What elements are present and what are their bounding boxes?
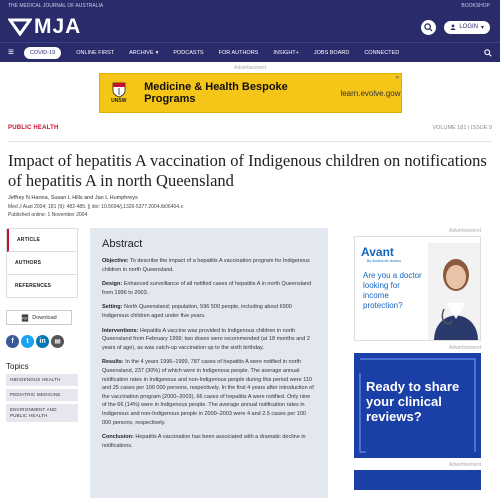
reviews-ad-text: Ready to share your clinical reviews? [366,379,460,424]
volume-issue: VOLUME 181 | ISSUE 9 [432,125,492,131]
nav-covid-19[interactable]: COVID-19 [24,47,61,59]
ad-url: learn.evolve.gow [340,88,401,98]
bottom-ad[interactable] [354,470,481,490]
reviews-ad[interactable] [354,353,481,458]
article-title: Impact of hepatitis A vaccination of Indigenous children on notifications of hepatitis A in north Queensland [8,151,487,190]
abstract-label: Results: [102,359,124,366]
abstract-paragraph [102,433,316,450]
login-label: LOGIN [459,24,478,30]
tab-references[interactable]: REFERENCES [15,283,52,289]
email-icon[interactable]: ✉ [51,335,64,348]
abstract-paragraph [102,303,316,320]
abstract-panel [90,228,328,498]
avant-ad[interactable] [354,236,481,341]
abstract-label: Conclusion: [102,434,134,441]
nav-search-icon[interactable] [484,44,492,62]
share-buttons [6,335,78,348]
crest-icon [112,82,126,98]
logo-text: MJA [34,15,82,38]
mja-logo[interactable] [8,15,81,39]
top-strip [0,0,500,12]
abstract-paragraph [102,257,316,274]
topic-tag[interactable]: INDIGENOUS HEALTH [6,374,78,386]
abstract-heading: Abstract [102,238,143,250]
topic-tag[interactable]: ENVIRONMENT AND PUBLIC HEALTH [6,404,78,422]
ad-label: Advertisement [449,228,481,234]
chevron-down-icon: ▾ [480,24,484,31]
abstract-text: In the 4 years 1996–1999, 787 cases of hepatitis A were notified in north Queensland, 237 (30%) of which were in Indigenous people. The average annual notification rates in Indigenous and non-Indigenous people during this period were 110 and 25 cases per 100 000 persons, respectively. In the first 4 years after introduction of the vaccination program (2000–2003), 66 cases of hepatitis A were notified. Only nine of the 66 (14%) were in Indigenous people. The average annual notification rates in Indigenous and non-Indigenous people in 2000–2003 were 4 and 2.5 cases per 100 000 persons, respectively. [102,359,314,426]
nav-jobs-board[interactable]: JOBS BOARD [313,49,350,56]
search-button[interactable] [421,20,436,35]
nav-insight[interactable]: INSIGHT+ [273,49,299,56]
topics-heading: Topics [6,362,29,371]
search-icon [424,23,433,32]
pdf-icon [21,314,29,322]
article-tabs [6,228,78,298]
top-ad-banner[interactable] [99,73,402,113]
section-label[interactable]: PUBLIC HEALTH [8,125,59,131]
right-ads [354,228,481,490]
linkedin-icon[interactable]: in [36,335,49,348]
facebook-icon[interactable]: f [6,335,19,348]
user-icon [450,24,456,30]
topic-tag[interactable]: PEDIATRIC MEDICINE [6,389,78,401]
login-button[interactable] [444,21,490,34]
ad-label: Advertisement [449,462,481,468]
nav-connected[interactable]: CONNECTED [364,49,400,56]
twitter-icon[interactable]: t [21,335,34,348]
ad-label: Advertisement [449,345,481,351]
abstract-label: Objective: [102,258,129,264]
avant-ad-text: Are you a doctor looking for income protection? [363,271,422,310]
abstract-label: Interventions: [102,327,139,334]
abstract-text: Hepatitis A vaccination has been associated with a dramatic decline in notifications. [102,434,306,449]
section-row [8,125,492,142]
abstract-paragraph [102,358,316,427]
ad-close-icon[interactable]: ✕ [395,75,400,81]
avant-tagline: By doctors for doctors [367,259,402,263]
chevron-down-icon: ▾ [155,49,159,56]
ad-title: Medicine & Health Bespoke Programs [144,81,288,105]
article-authors: Jeffrey N Hanna, Susan L Hills and Jan L Humphreys [8,195,138,201]
download-button[interactable] [6,310,72,325]
abstract-paragraph [102,280,316,297]
abstract-text: Hepatitis A vaccine was provided to Indigenous children in north Queensland from February 1999; two doses were recommended (at 18 months and 2 years of age), as was catch-up vaccination up to the sixth birthday. [102,327,310,351]
tab-article[interactable]: ARTICLE [7,229,77,252]
avant-logo: Avant [361,245,394,259]
menu-icon[interactable]: ≡ [8,47,14,58]
bookshop-link[interactable]: BOOKSHOP [461,3,490,9]
journal-full-name[interactable]: THE MEDICAL JOURNAL OF AUSTRALIA [8,3,104,9]
citation: Med J Aust 2004; 181 (9): 482-485. || doi: 10.5694/j.1326-5377.2004.tb06404.x [8,204,183,210]
nav-for-authors[interactable]: FOR AUTHORS [218,49,259,56]
published-date: Published online: 1 November 2004 [8,212,88,218]
nav-podcasts[interactable]: PODCASTS [173,49,204,56]
doctor-photo [428,243,480,341]
abstract-text: North Queensland; population, 596 500 people, including about 6900 Indigenous children aged under five years. [102,304,292,319]
brand-bar [0,12,500,42]
abstract-label: Design: [102,281,123,288]
abstract-paragraph [102,327,316,353]
download-label: Download [32,314,57,321]
tab-authors[interactable]: AUTHORS [7,252,77,275]
unsw-logo [106,76,133,110]
ad-label: Advertisement [234,65,266,71]
nav-archive-label: ARCHIVE [129,49,154,56]
mja-mark-icon [8,18,32,36]
abstract-label: Setting: [102,304,123,311]
unsw-text: UNSW [111,98,127,104]
nav-archive[interactable] [129,50,158,56]
svg-text:PDF: PDF [22,316,29,321]
abstract-text: To describe the impact of a hepatitis A vaccination program for Indigenous children in north Queensland. [102,258,310,273]
abstract-text: Enhanced surveillance of all notified cases of hepatitis A in north Queensland from 1996 to 2003. [102,281,312,296]
left-sidebar [6,228,78,422]
nav-online-first[interactable]: ONLINE FIRST [76,49,115,56]
main-nav [0,42,500,62]
